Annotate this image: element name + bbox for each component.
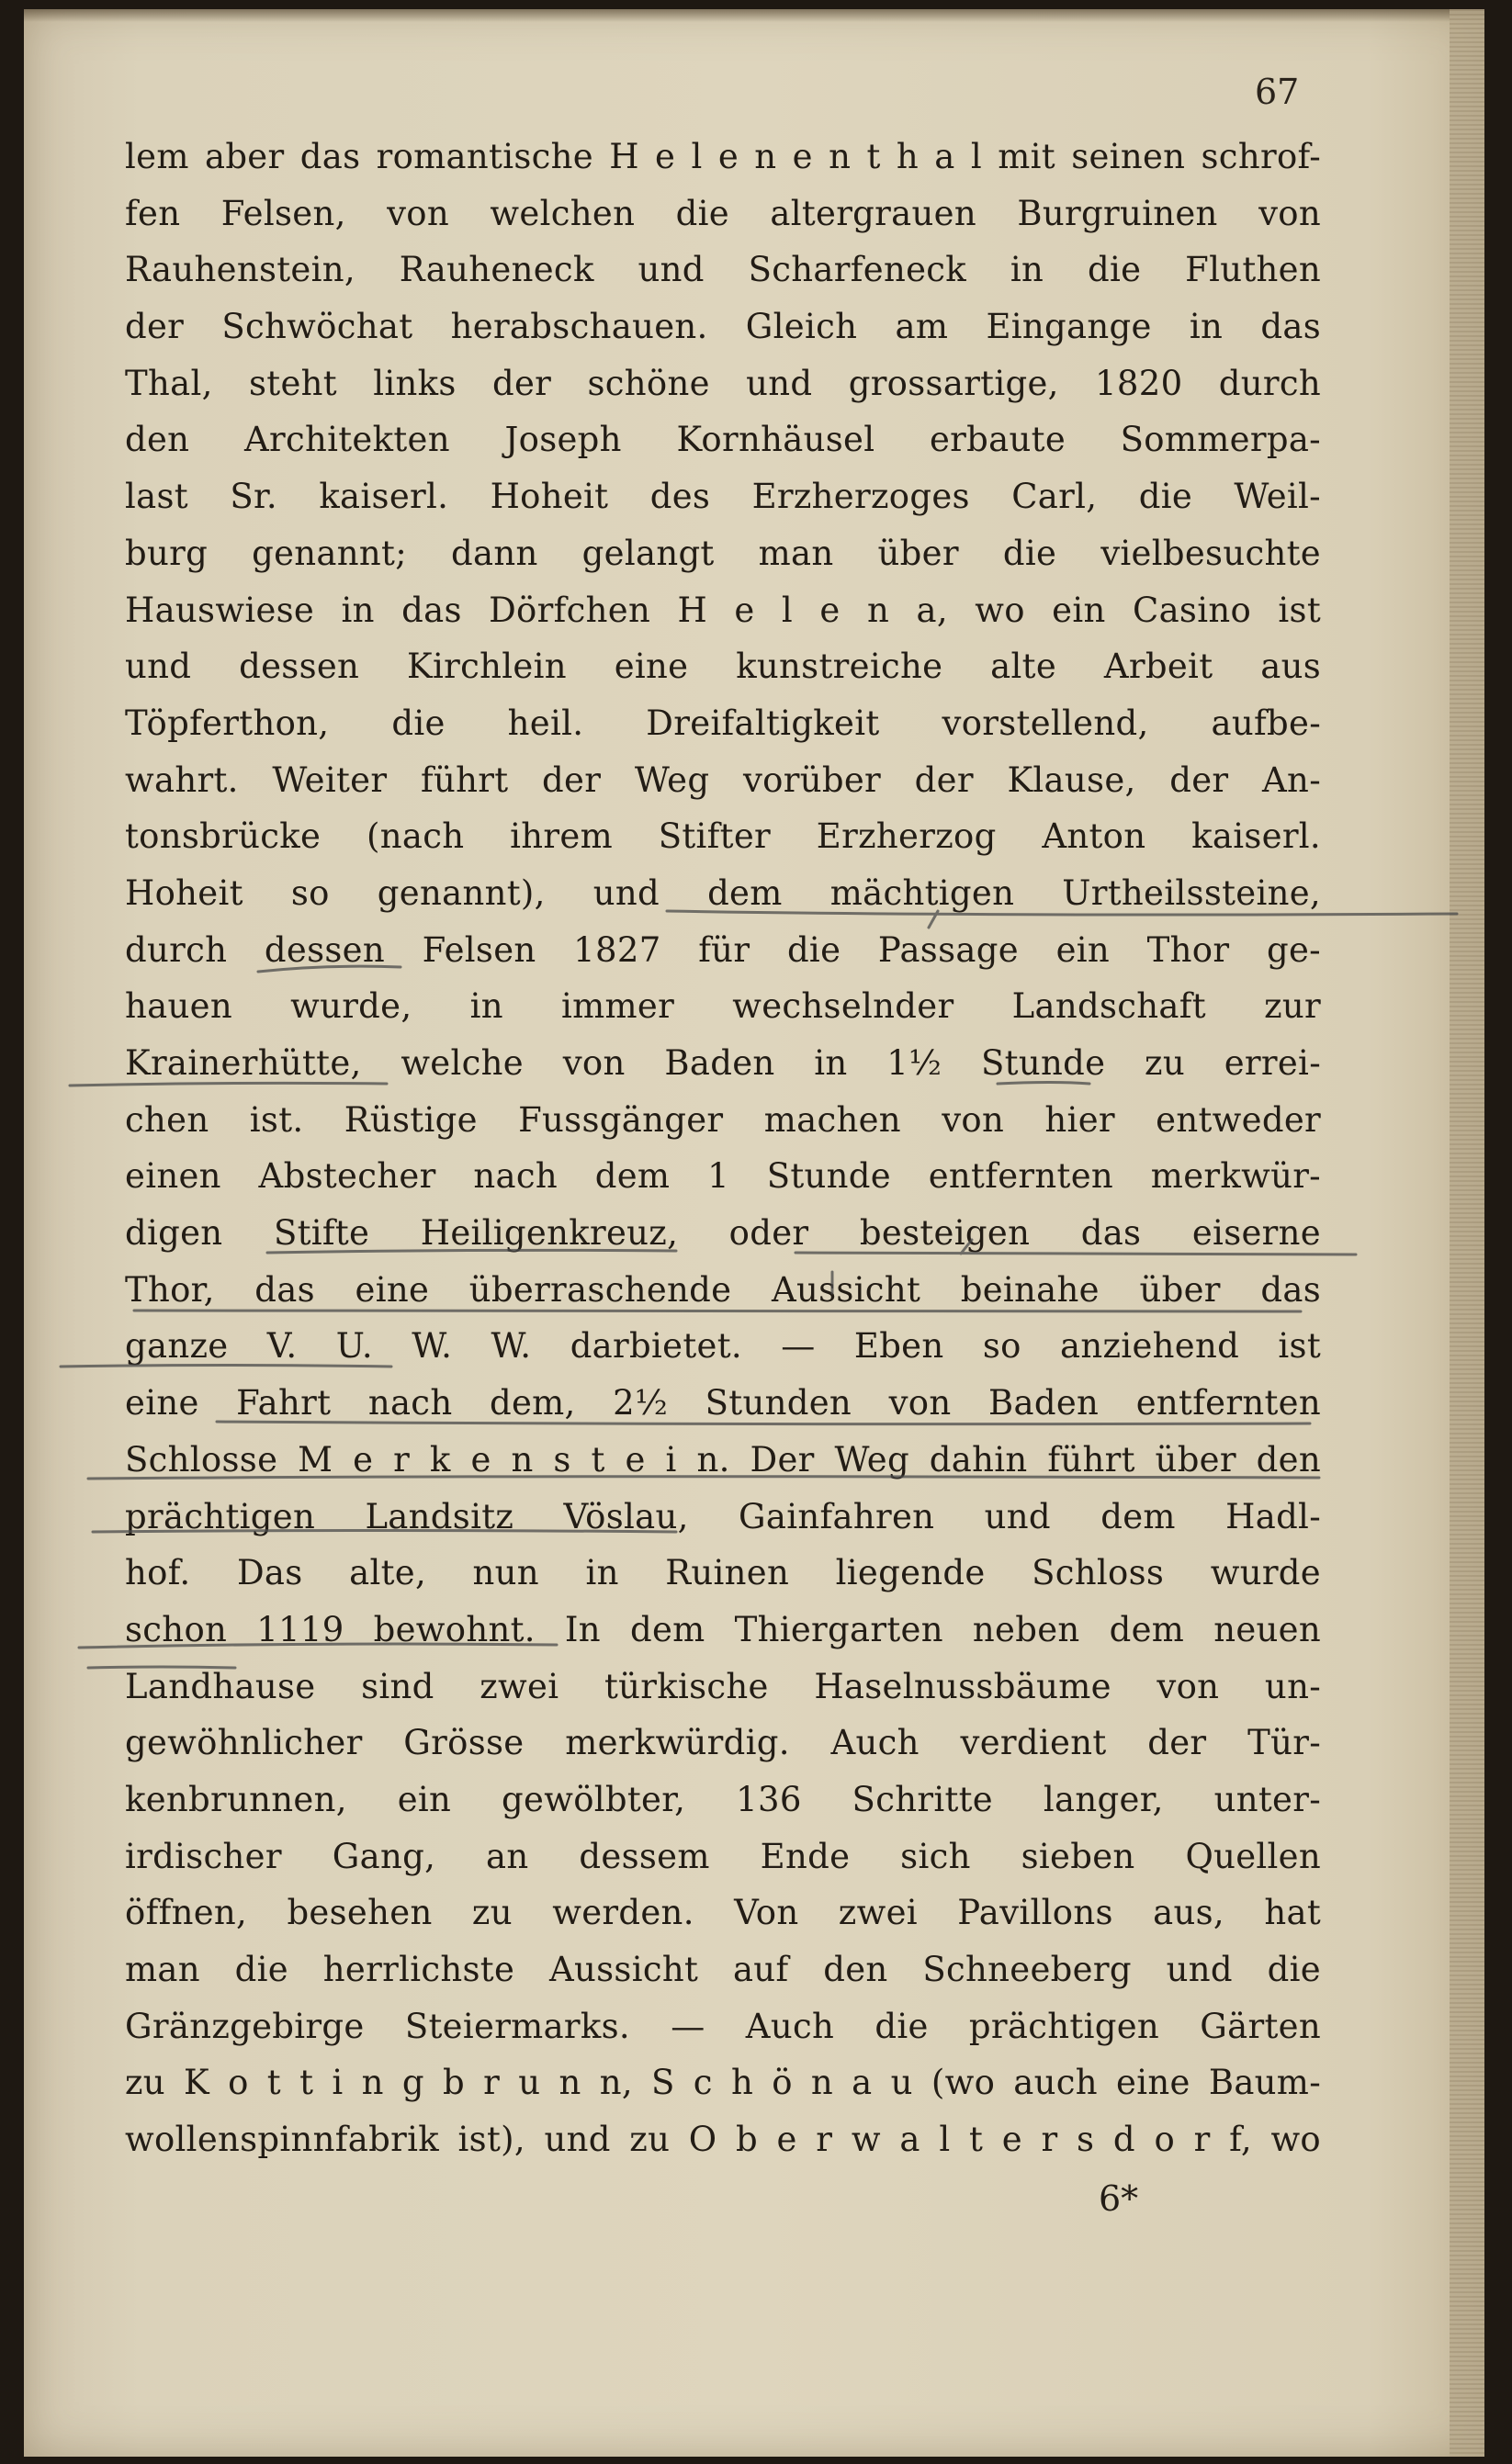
text-line: tonsbrücke (nach ihrem Stifter Erzherzog Anton kaiserl.: [125, 816, 1321, 857]
text-line: Thor, das eine überraschende Aussicht beinahe über das: [125, 1269, 1321, 1310]
text-line: Gränzgebirge Steiermarks. — Auch die prächtigen Gärten: [125, 2006, 1321, 2046]
text-line: prächtigen Landsitz Vöslau, Gainfahren und dem Hadl-: [125, 1496, 1321, 1536]
text-line: Töpferthon, die heil. Dreifaltigkeit vorstellend, aufbe-: [125, 703, 1321, 743]
text-line: Schlosse M e r k e n s t e i n. Der Weg dahin führt über den: [125, 1439, 1321, 1480]
text-line: wollenspinnfabrik ist), und zu O b e r w a l t e r s d o r f, wo: [125, 2120, 1321, 2160]
text-line: einen Abstecher nach dem 1 Stunde entfernten merkwür-: [125, 1156, 1321, 1197]
body-text: [125, 129, 1321, 2168]
text-line: der Schwöchat herabschauen. Gleich am Eingange in das: [125, 307, 1321, 347]
text-line: Landhause sind zwei türkische Haselnussbäume von un-: [125, 1666, 1321, 1706]
text-line: hauen wurde, in immer wechselnder Landschaft zur: [125, 986, 1321, 1027]
page-number: 67: [1255, 72, 1300, 112]
text-line: last Sr. kaiserl. Hoheit des Erzherzoges Carl, die Weil-: [125, 477, 1321, 517]
text-line: schon 1119 bewohnt. In dem Thiergarten neben dem neuen: [125, 1609, 1321, 1649]
book-page: [24, 9, 1484, 2457]
text-line: zu K o t t i n g b r u n n, S c h ö n a u (wo auch eine Baum-: [125, 2063, 1321, 2103]
text-line: fen Felsen, von welchen die altergrauen Burgruinen von: [125, 193, 1321, 233]
text-line: man die herrlichste Aussicht auf den Schneeberg und die: [125, 1950, 1321, 1989]
text-line: digen Stifte Heiligenkreuz, oder besteigen das eiserne: [125, 1213, 1321, 1254]
text-line: den Architekten Joseph Kornhäusel erbaute Sommerpa-: [125, 420, 1321, 460]
text-line: eine Fahrt nach dem, 2½ Stunden von Baden entfernten: [125, 1383, 1321, 1423]
text-line: kenbrunnen, ein gewölbter, 136 Schritte langer, unter-: [125, 1779, 1321, 1819]
text-line: Hauswiese in das Dörfchen H e l e n a, wo ein Casino ist: [125, 590, 1321, 630]
text-line: Krainerhütte, welche von Baden in 1½ Stunde zu errei-: [125, 1043, 1321, 1083]
text-line: Hoheit so genannt), und dem mächtigen Urtheilssteine,: [125, 872, 1321, 913]
text-line: öffnen, besehen zu werden. Von zwei Pavillons aus, hat: [125, 1893, 1321, 1933]
text-line: Rauhenstein, Rauheneck und Scharfeneck in die Fluthen: [125, 250, 1321, 290]
signature-mark: 6*: [1099, 2178, 1139, 2219]
text-line: wahrt. Weiter führt der Weg vorüber der Klause, der An-: [125, 759, 1321, 800]
text-line: und dessen Kirchlein eine kunstreiche alte Arbeit aus: [125, 647, 1321, 687]
text-line: hof. Das alte, nun in Ruinen liegende Schloss wurde: [125, 1553, 1321, 1593]
text-line: ganze V. U. W. W. darbietet. — Eben so anziehend ist: [125, 1326, 1321, 1367]
text-line: burg genannt; dann gelangt man über die vielbesuchte: [125, 533, 1321, 573]
text-line: irdischer Gang, an dessem Ende sich sieben Quellen: [125, 1836, 1321, 1876]
binding-gutter: [1450, 9, 1484, 2457]
text-line: durch dessen Felsen 1827 für die Passage ein Thor ge-: [125, 929, 1321, 970]
text-line: gewöhnlicher Grösse merkwürdig. Auch verdient der Tür-: [125, 1723, 1321, 1763]
text-line: Thal, steht links der schöne und grossartige, 1820 durch: [125, 363, 1321, 403]
text-line: lem aber das romantische H e l e n e n t h a l mit seinen schrof-: [125, 137, 1321, 176]
text-line: chen ist. Rüstige Fussgänger machen von hier entweder: [125, 1099, 1321, 1140]
